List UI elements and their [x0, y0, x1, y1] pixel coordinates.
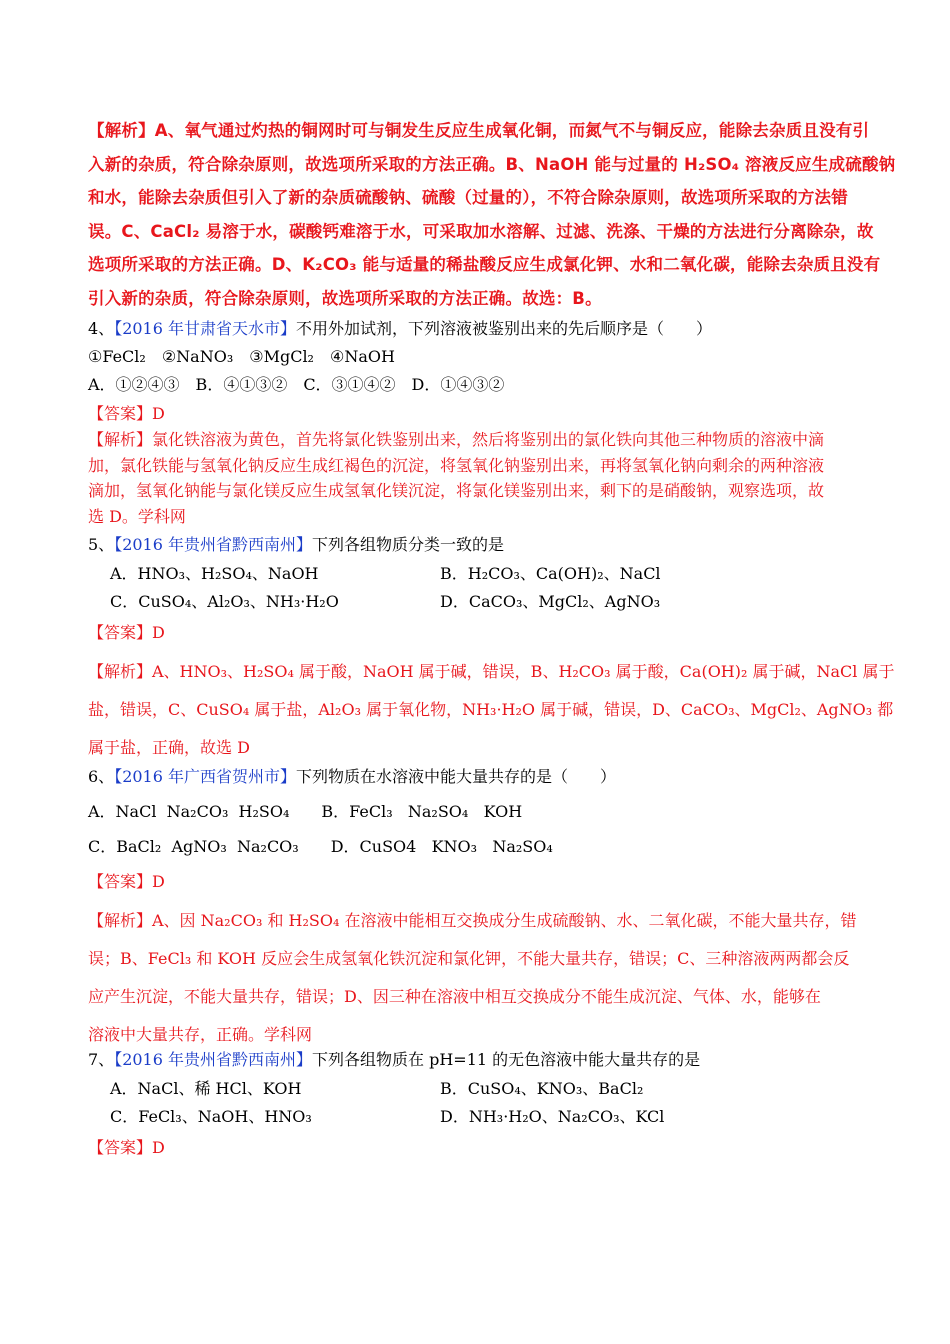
explanation-line: 和水，能除去杂质但引入了新的杂质硫酸钠、硫酸（过量的），不符合除杂原则，故选项所采取的方法错	[88, 188, 848, 207]
question-5-explanation	[88, 653, 895, 767]
explanation-line: 选项所采取的方法正确。D、K₂CO₃ 能与适量的稀盐酸反应生成氯化钾、水和二氧化碳，能除去杂质且没有	[88, 255, 881, 274]
option-b: B．H₂CO₃、Ca(OH)₂、NaCl	[440, 564, 661, 583]
question-number: 5、	[88, 535, 115, 554]
option-d: D．CaCO₃、MgCl₂、AgNO₃	[440, 592, 661, 611]
explanation-line: 盐，错误，C、CuSO₄ 属于盐，Al₂O₃ 属于氧化物，NH₃·H₂O 属于碱，错误，D、CaCO₃、MgCl₂、AgNO₃ 都	[88, 700, 894, 719]
question-7-options-row-1	[110, 1076, 644, 1099]
option-d: D．NH₃·H₂O、Na₂CO₃、KCl	[440, 1107, 665, 1126]
question-6-header	[88, 765, 616, 789]
explanation-line: 误。C、CaCl₂ 易溶于水，碳酸钙难溶于水，可采取加水溶解、过滤、洗涤、干燥的方法进行分离除杂，故	[88, 221, 874, 241]
question-5-answer: 【答案】D	[88, 623, 165, 642]
explanation-line: 属于盐，正确，故选 D	[88, 738, 250, 757]
explanation-line: 误；B、FeCl₃ 和 KOH 反应会生成氢氧化铁沉淀和氯化钾，不能大量共存，错误；C、三种溶液两两都会反	[88, 949, 850, 968]
explanation-line: 【解析】氯化铁溶液为黄色，首先将氯化铁鉴别出来，然后将鉴别出的氯化铁向其他三种物质的溶液中滴	[88, 430, 825, 449]
question-6-options-cd: C．BaCl₂ AgNO₃ Na₂CO₃ D．CuSO4 KNO₃ Na₂SO₄	[88, 837, 553, 856]
question-stem: 下列各组物质在 pH=11 的无色溶液中能大量共存的是	[312, 1050, 701, 1069]
question-4-explanation	[88, 427, 868, 529]
question-source: 【2016 年贵州省黔西南州】	[114, 1050, 312, 1069]
question-source: 【2016 年贵州省黔西南州】	[114, 535, 312, 554]
explanation-line: 【解析】A、氧气通过灼热的铜网时可与铜发生反应生成氧化铜，而氮气不与铜反应，能除去杂质且没有引	[88, 121, 870, 140]
explanation-line: 【解析】A、因 Na₂CO₃ 和 H₂SO₄ 在溶液中能相互交换成分生成硫酸钠、水、二氧化碳，不能大量共存，错	[88, 911, 857, 930]
question-source: 【2016 年广西省贺州市】	[114, 767, 296, 786]
option-c: C．FeCl₃、NaOH、HNO₃	[110, 1107, 312, 1126]
question-stem: 下列各组物质分类一致的是	[312, 535, 505, 554]
question-4-options: A．①②④③ B．④①③② C．③①④② D．①④③②	[88, 375, 505, 394]
explanation-line: 加，氯化铁能与氢氧化钠反应生成红褐色的沉淀，将氢氧化钠鉴别出来，再将氢氧化钠向剩余的两种溶液	[88, 455, 825, 475]
option-c: C．CuSO₄、Al₂O₃、NH₃·H₂O	[110, 592, 339, 611]
explanation-line: 【解析】A、HNO₃、H₂SO₄ 属于酸，NaOH 属于碱，错误，B、H₂CO₃ 属于酸，Ca(OH)₂ 属于碱，NaCl 属于	[88, 662, 895, 681]
question-7-options-row-2	[110, 1104, 665, 1127]
option-a: A．HNO₃、H₂SO₄、NaOH	[110, 564, 319, 583]
question-number: 7、	[88, 1050, 115, 1069]
question-stem: 下列物质在水溶液中能大量共存的是（ ）	[296, 767, 617, 786]
question-6-options-ab: A．NaCl Na₂CO₃ H₂SO₄ B．FeCl₃ Na₂SO₄ KOH	[88, 802, 523, 821]
option-b: B．CuSO₄、KNO₃、BaCl₂	[440, 1079, 644, 1098]
explanation-block-q3	[88, 114, 896, 315]
explanation-line: 入新的杂质，符合除杂原则，故选项所采取的方法正确。B、NaOH 能与过量的 H₂SO₄ 溶液反应生成硫酸钠	[88, 154, 896, 174]
explanation-line: 选 D。学科网	[88, 506, 186, 526]
question-7-header	[88, 1048, 700, 1072]
explanation-line: 滴加，氢氧化钠能与氯化镁反应生成氢氧化镁沉淀，将氯化镁鉴别出来，剩下的是硝酸钠，观察选项，故	[88, 481, 825, 500]
explanation-line: 溶液中大量共存，正确。学科网	[88, 1025, 313, 1044]
question-stem: 不用外加试剂，下列溶液被鉴别出来的先后顺序是（ ）	[296, 319, 713, 338]
question-source: 【2016 年甘肃省天水市】	[114, 319, 296, 338]
question-5-options-row-2	[110, 589, 661, 612]
question-number: 6、	[88, 767, 115, 786]
explanation-line: 引入新的杂质，符合除杂原则，故选项所采取的方法正确。故选：B。	[88, 288, 602, 308]
explanation-line: 应产生沉淀，不能大量共存，错误；D、因三种在溶液中相互交换成分不能生成沉淀、气体、水，能够在	[88, 987, 821, 1006]
question-7-answer: 【答案】D	[88, 1138, 165, 1157]
question-4-answer: 【答案】D	[88, 404, 165, 423]
question-number: 4、	[88, 319, 115, 338]
question-5-options-row-1	[110, 561, 661, 584]
question-6-answer: 【答案】D	[88, 872, 165, 891]
option-a: A．NaCl、稀 HCl、KOH	[110, 1079, 302, 1098]
question-6-explanation	[88, 902, 868, 1054]
question-4-header	[88, 317, 712, 341]
question-4-items: ①FeCl₂ ②NaNO₃ ③MgCl₂ ④NaOH	[88, 347, 395, 366]
question-5-header	[88, 533, 504, 557]
